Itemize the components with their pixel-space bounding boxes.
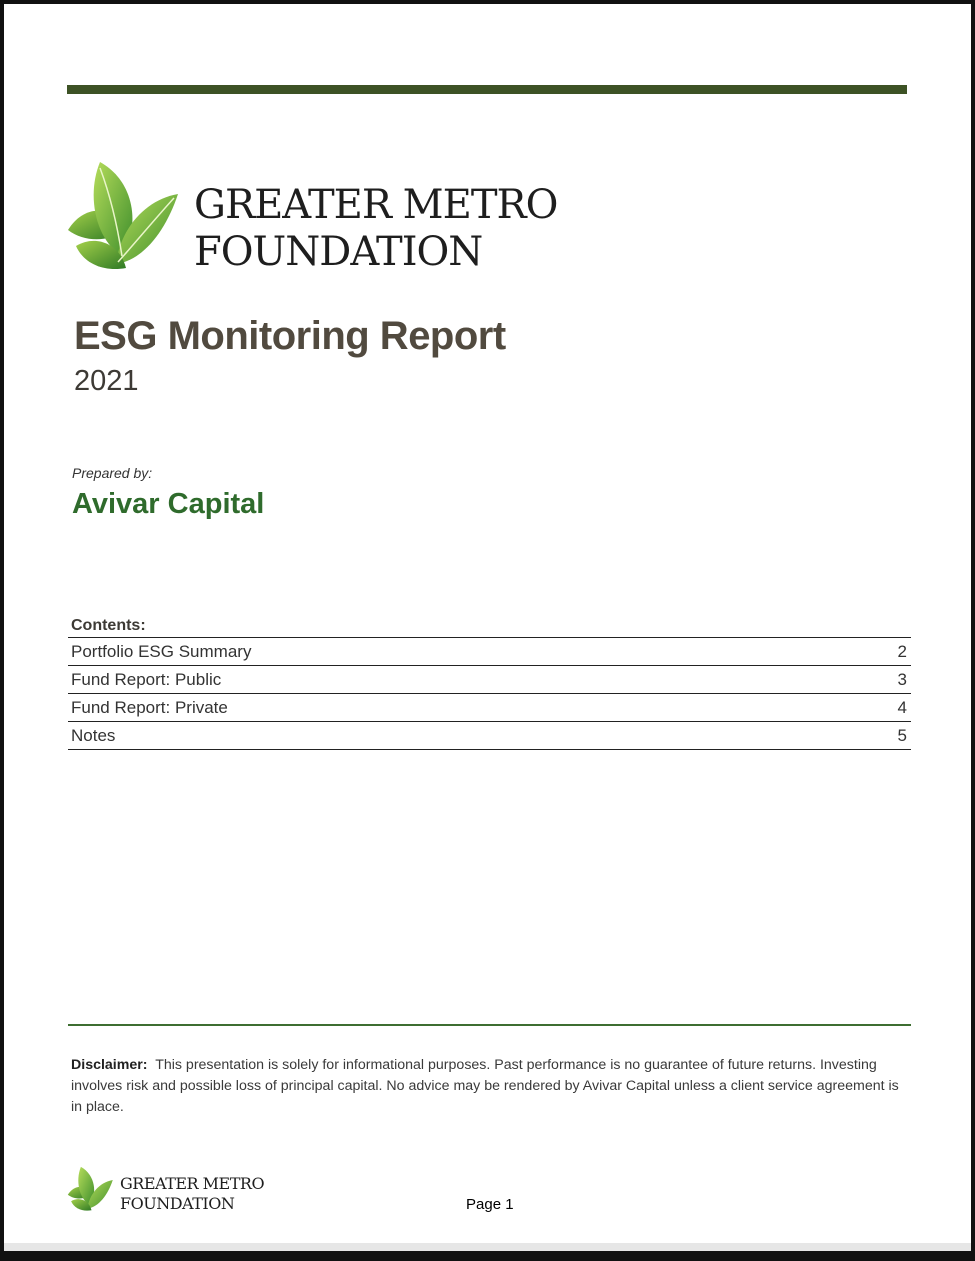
page-number: Page 1 [466, 1196, 514, 1213]
leaf-logo-icon [66, 160, 181, 272]
org-wordmark [194, 182, 557, 276]
table-of-contents [68, 615, 911, 750]
toc-item-label: Notes [71, 725, 116, 745]
leaf-logo-icon-small [67, 1166, 114, 1212]
toc-item-label: Fund Report: Private [71, 697, 228, 717]
footer-org-line1: GREATER METRO [120, 1174, 265, 1193]
header-bar [67, 85, 907, 94]
prepared-by-name: Avivar Capital [72, 488, 265, 520]
footer-org-line2: FOUNDATION [120, 1194, 235, 1213]
toc-row[interactable] [68, 722, 911, 750]
toc-item-label: Portfolio ESG Summary [71, 641, 252, 661]
toc-item-page: 5 [897, 725, 907, 745]
toc-item-label: Fund Report: Public [71, 669, 222, 689]
page-shadow [4, 1243, 971, 1251]
toc-row[interactable] [68, 694, 911, 722]
contents-heading: Contents: [68, 615, 911, 638]
disclaimer-label: Disclaimer: [71, 1057, 148, 1073]
disclaimer-text: This presentation is solely for informational purposes. Past performance is no guarantee of future returns. Investing involves risk and possible loss of principal capital. No advice may be rendered by Avivar Capital unless a client service agreement is in place. [71, 1057, 899, 1115]
prepared-by-label: Prepared by: [72, 465, 153, 481]
toc-item-page: 2 [897, 641, 907, 661]
toc-row[interactable] [68, 638, 911, 666]
org-name-line2: FOUNDATION [194, 229, 483, 275]
footer-divider [68, 1024, 911, 1026]
footer-wordmark [120, 1174, 264, 1214]
toc-item-page: 3 [897, 669, 907, 689]
report-year: 2021 [74, 365, 139, 397]
toc-item-page: 4 [897, 697, 907, 717]
disclaimer [71, 1055, 901, 1118]
org-name-line1: GREATER METRO [194, 182, 558, 228]
report-title: ESG Monitoring Report [74, 314, 506, 358]
toc-row[interactable] [68, 666, 911, 694]
